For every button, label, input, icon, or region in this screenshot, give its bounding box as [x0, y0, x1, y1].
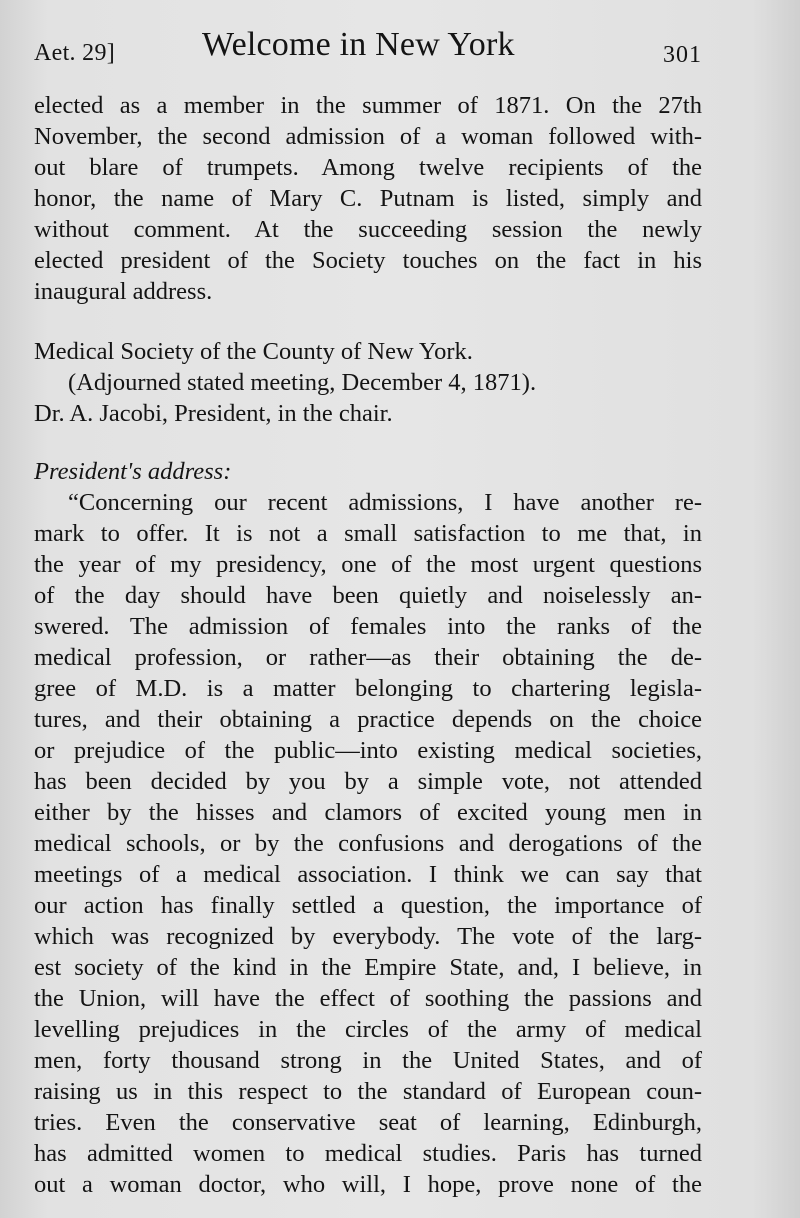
text-line: gree of M.D. is a matter belonging to chartering legisla- [34, 675, 702, 702]
text-line: either by the hisses and clamors of excited young men in [34, 799, 702, 826]
text-line: tries. Even the conservative seat of learning, Edinburgh, [34, 1109, 702, 1136]
text-line: elected president of the Society touches on the fact in his [34, 247, 702, 274]
text-line: the year of my presidency, one of the most urgent questions [34, 551, 702, 578]
presidents-address [34, 487, 702, 1200]
chapter-title: Welcome in New York [202, 26, 515, 63]
text-line: medical schools, or by the confusions and derogations of the [34, 830, 702, 857]
text-line: has admitted women to medical studies. Paris has turned [34, 1140, 702, 1167]
text-line: honor, the name of Mary C. Putnam is listed, simply and [34, 185, 702, 212]
page-body [34, 90, 702, 1200]
text-line: has been decided by you by a simple vote, not attended [34, 768, 702, 795]
text-line: swered. The admission of females into the ranks of the [34, 613, 702, 640]
spacer [34, 307, 702, 336]
text-line: of the day should have been quietly and noiselessly an- [34, 582, 702, 609]
text-line: est society of the kind in the Empire State, and, I believe, in [34, 954, 702, 981]
text-line: the Union, will have the effect of soothing the passions and [34, 985, 702, 1012]
minutes-line: (Adjourned stated meeting, December 4, 1871). [68, 369, 537, 396]
text-line: our action has finally settled a question, the importance of [34, 892, 702, 919]
page-header [34, 26, 702, 74]
text-line: “Concerning our recent admissions, I have another re- [68, 489, 702, 516]
text-line: which was recognized by everybody. The vote of the larg- [34, 923, 702, 950]
page-number: 301 [663, 42, 702, 68]
address-heading: President's address: [34, 458, 232, 485]
text-line: without comment. At the succeeding session the newly [34, 216, 702, 243]
spacer [34, 429, 702, 456]
text-line: raising us in this respect to the standard of European coun- [34, 1078, 702, 1105]
text-line: meetings of a medical association. I think we can say that [34, 861, 702, 888]
running-head: Aet. 29] [34, 40, 116, 66]
paragraph-1 [34, 90, 702, 307]
text-line: men, forty thousand strong in the United States, and of [34, 1047, 702, 1074]
text-line: November, the second admission of a woman followed with- [34, 123, 702, 150]
text-line: mark to offer. It is not a small satisfaction to me that, in [34, 520, 702, 547]
minutes-line: Dr. A. Jacobi, President, in the chair. [34, 400, 393, 427]
text-line: out a woman doctor, who will, I hope, prove none of the [34, 1171, 702, 1198]
meeting-minutes [34, 336, 702, 429]
text-line: inaugural address. [34, 278, 213, 305]
text-line: elected as a member in the summer of 1871. On the 27th [34, 92, 702, 119]
text-line: tures, and their obtaining a practice depends on the choice [34, 706, 702, 733]
text-line: levelling prejudices in the circles of the army of medical [34, 1016, 702, 1043]
text-line: or prejudice of the public—into existing medical societies, [34, 737, 702, 764]
text-line: out blare of trumpets. Among twelve recipients of the [34, 154, 702, 181]
minutes-line: Medical Society of the County of New York. [34, 338, 473, 365]
text-line: medical profession, or rather—as their obtaining the de- [34, 644, 702, 671]
